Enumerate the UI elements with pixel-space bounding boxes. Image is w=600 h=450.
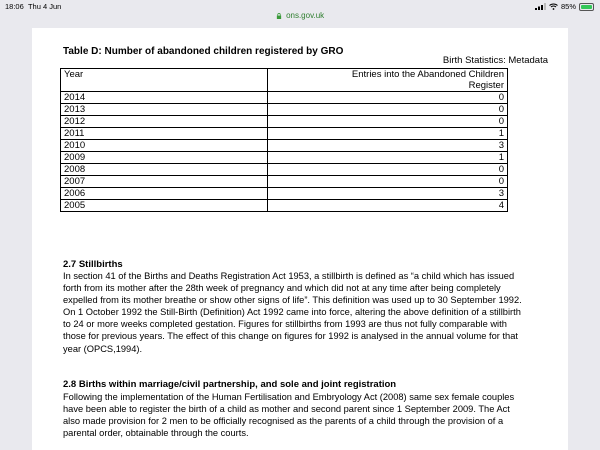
row-year: 2006 xyxy=(61,188,268,200)
row-value: 0 xyxy=(268,176,508,188)
section-2-8-title: 2.8 Births within marriage/civil partnership, and sole and joint registration xyxy=(63,379,397,390)
section-2-7-title: 2.7 Stillbirths xyxy=(63,259,123,270)
row-year: 2013 xyxy=(61,104,268,116)
section-2-8-body: Following the implementation of the Human Fertilisation and Embryology Act (2008) same sex female couples have been able to register the birth of a child as mother and second parent since 1 September 2009. The Act also made provision for 2 men to be officially recognised as the parents of a child through the provision of a parental order, obtainable through the courts. xyxy=(63,392,515,439)
row-value: 3 xyxy=(268,188,508,200)
row-value: 0 xyxy=(268,92,508,104)
table-row xyxy=(61,152,508,164)
row-year: 2010 xyxy=(61,140,268,152)
wifi-icon xyxy=(549,3,558,10)
status-right xyxy=(535,2,594,11)
row-year: 2014 xyxy=(61,92,268,104)
row-value: 0 xyxy=(268,164,508,176)
signal-icon xyxy=(535,3,546,10)
section-2-7-body: In section 41 of the Births and Deaths Registration Act 1953, a stillbirth is defined as “a child which has issued forth from its mother after the 28th week of pregnancy and which did not at any time after being completely expelled from its mother breathe or show other signs of life”. This definition was used up to 30 September 1992. On 1 October 1992 the Still-Birth (Definition) Act 1992 came into force, altering the above definition of a stillbirth to 24 or more weeks completed gestation. Figures for stillbirths from 1993 are thus not fully comparable with those for previous years. The effect of this change on figures for 1992 is analysed in the annual volume for that year (OPCS,1994). xyxy=(63,271,522,354)
table-row xyxy=(61,92,508,104)
table-row xyxy=(61,116,508,128)
row-year: 2012 xyxy=(61,116,268,128)
lock-icon xyxy=(276,13,282,19)
table-row xyxy=(61,104,508,116)
row-value: 3 xyxy=(268,140,508,152)
table-row xyxy=(61,128,508,140)
battery-icon xyxy=(579,3,594,11)
table-row xyxy=(61,188,508,200)
row-year: 2009 xyxy=(61,152,268,164)
row-value: 0 xyxy=(268,104,508,116)
table-row xyxy=(61,176,508,188)
table-header-row xyxy=(61,69,508,92)
row-value: 1 xyxy=(268,152,508,164)
address-bar[interactable] xyxy=(0,11,600,23)
row-value: 4 xyxy=(268,200,508,212)
row-year: 2007 xyxy=(61,176,268,188)
table-row xyxy=(61,200,508,212)
row-value: 0 xyxy=(268,116,508,128)
table-row xyxy=(61,140,508,152)
status-left xyxy=(5,2,61,11)
doc-header: Birth Statistics: Metadata xyxy=(442,55,548,66)
status-date: Thu 4 Jun xyxy=(27,2,62,11)
status-time: 18:06 xyxy=(5,2,24,11)
table-caption: Table D: Number of abandoned children registered by GRO xyxy=(63,46,344,57)
row-value: 1 xyxy=(268,128,508,140)
col-year-header: Year xyxy=(61,69,268,92)
url-text: ons.gov.uk xyxy=(286,11,325,20)
col-entries-header: Entries into the Abandoned Children Register xyxy=(268,69,508,92)
row-year: 2011 xyxy=(61,128,268,140)
row-year: 2005 xyxy=(61,200,268,212)
row-year: 2008 xyxy=(61,164,268,176)
abandoned-children-table xyxy=(60,68,508,212)
battery-percent: 85% xyxy=(560,2,576,11)
table-row xyxy=(61,164,508,176)
